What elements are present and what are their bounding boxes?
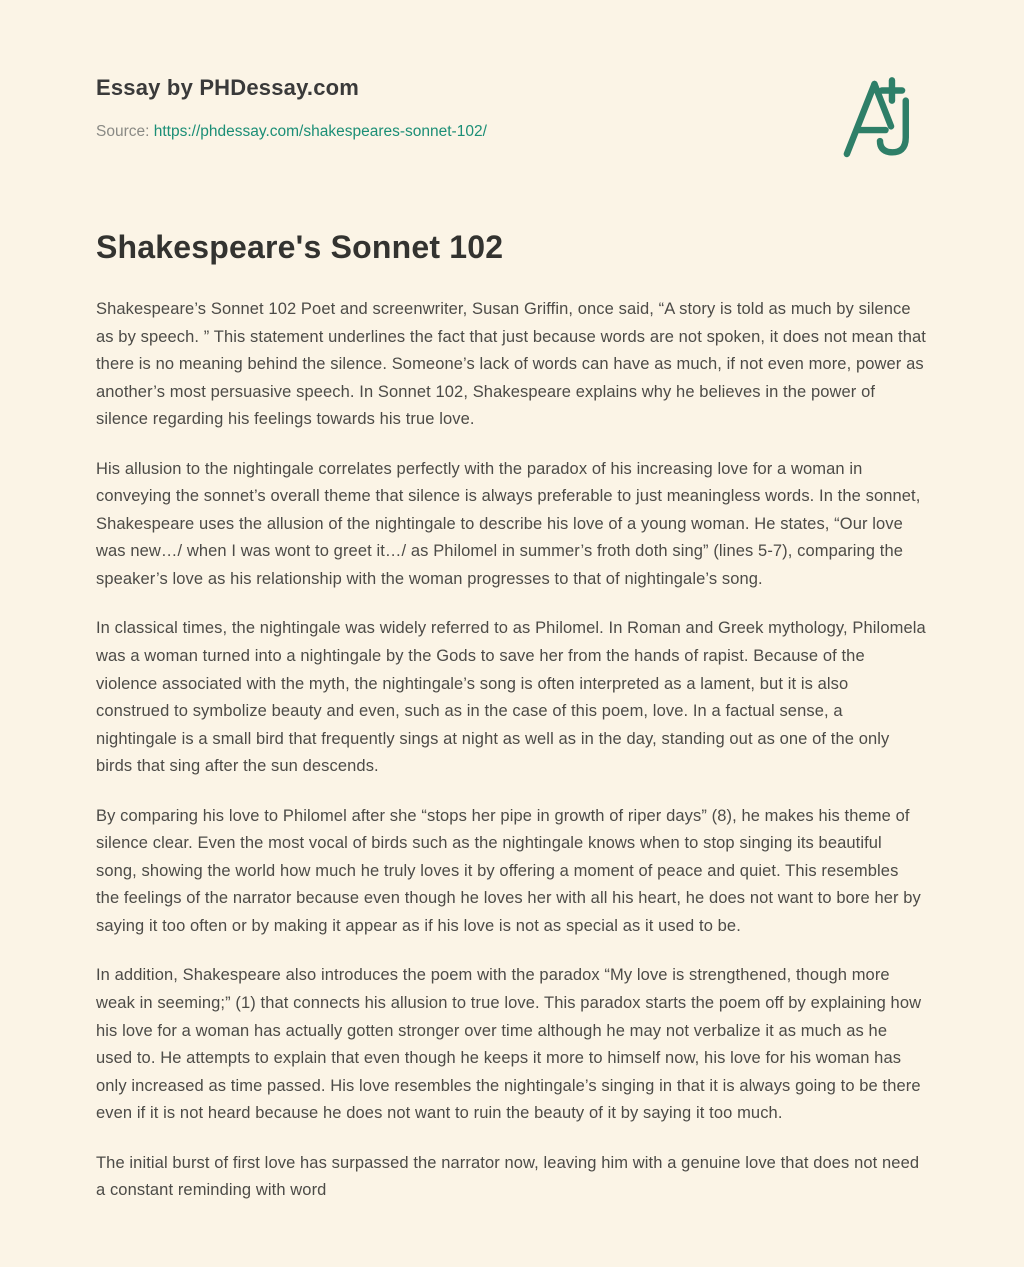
document-header [96,75,926,141]
paragraph-6: The initial burst of first love has surpassed the narrator now, leaving him with a genuine love that does not need a constant reminding with word [96,1153,920,1200]
paragraph-4: By comparing his love to Philomel after she “stops her pipe in growth of riper days” (8), he makes his theme of silence clear. Even the most vocal of birds such as the nightingale knows when to stop singing its beautiful song, showing the world how much he truly loves it by offering a moment of peace and quiet. This resembles the feelings of the narrator because even though he loves her with all his heart, he does not want to bore her by saying it too often or by making it appear as if his love is not as special as it used to be. [96,806,921,935]
source-line [96,123,806,141]
article-body [96,296,926,1205]
paragraph-3: In classical times, the nightingale was widely referred to as Philomel. In Roman and Greek mythology, Philomela was a woman turned into a nightingale by the Gods to save her from the hands of rapist. Because of the violence associated with the myth, the nightingale’s song is often interpreted as a lament, but it is also construed to symbolize beauty and even, such as in the case of this poem, love. In a factual sense, a nightingale is a small bird that frequently sings at night as well as in the day, standing out as one of the only birds that sing after the sun descends. [96,619,926,776]
paragraph-5: In addition, Shakespeare also introduces the poem with the paradox “My love is strengthened, though more weak in seeming;” (1) that connects his allusion to true love. This paradox starts the poem off by explaining how his love for a woman has actually gotten stronger over time although he may not verbalize it as much as he used to. He attempts to explain that even though he keeps it more to himself now, his love for his woman has only increased as time passed. His love resembles the nightingale’s singing in that it is always going to be there even if it is not heard because he does not want to ruin the beauty of it by saying it too much. [96,966,922,1123]
source-link[interactable]: https://phdessay.com/shakespeares-sonnet-102/ [153,123,487,140]
phdessay-logo-icon [834,73,926,165]
article-title: Shakespeare's Sonnet 102 [96,229,504,265]
paragraph-1: Shakespeare’s Sonnet 102 Poet and screenwriter, Susan Griffin, once said, “A story is told as much by silence as by speech. ” This statement underlines the fact that just because words are not spoken, it does not mean that there is no meaning behind the silence. Someone’s lack of words can have as much, if not even more, power as another’s most persuasive speech. In Sonnet 102, Shakespeare explains why he believes in the power of silence regarding his feelings towards his true love. [96,300,926,429]
byline-title: Essay by PHDessay.com [96,75,360,100]
source-label: Source: [96,123,154,140]
paragraph-2: His allusion to the nightingale correlates perfectly with the paradox of his increasing love for a woman in conveying the sonnet’s overall theme that silence is always preferable to just meaningless words. In the sonnet, Shakespeare uses the allusion of the nightingale to describe his love of a young woman. He states, “Our love was new…/ when I was wont to greet it…/ as Philomel in summer’s froth doth sing” (lines 5-7), comparing the speaker’s love as his relationship with the woman progresses to that of nightingale’s song. [96,459,921,588]
